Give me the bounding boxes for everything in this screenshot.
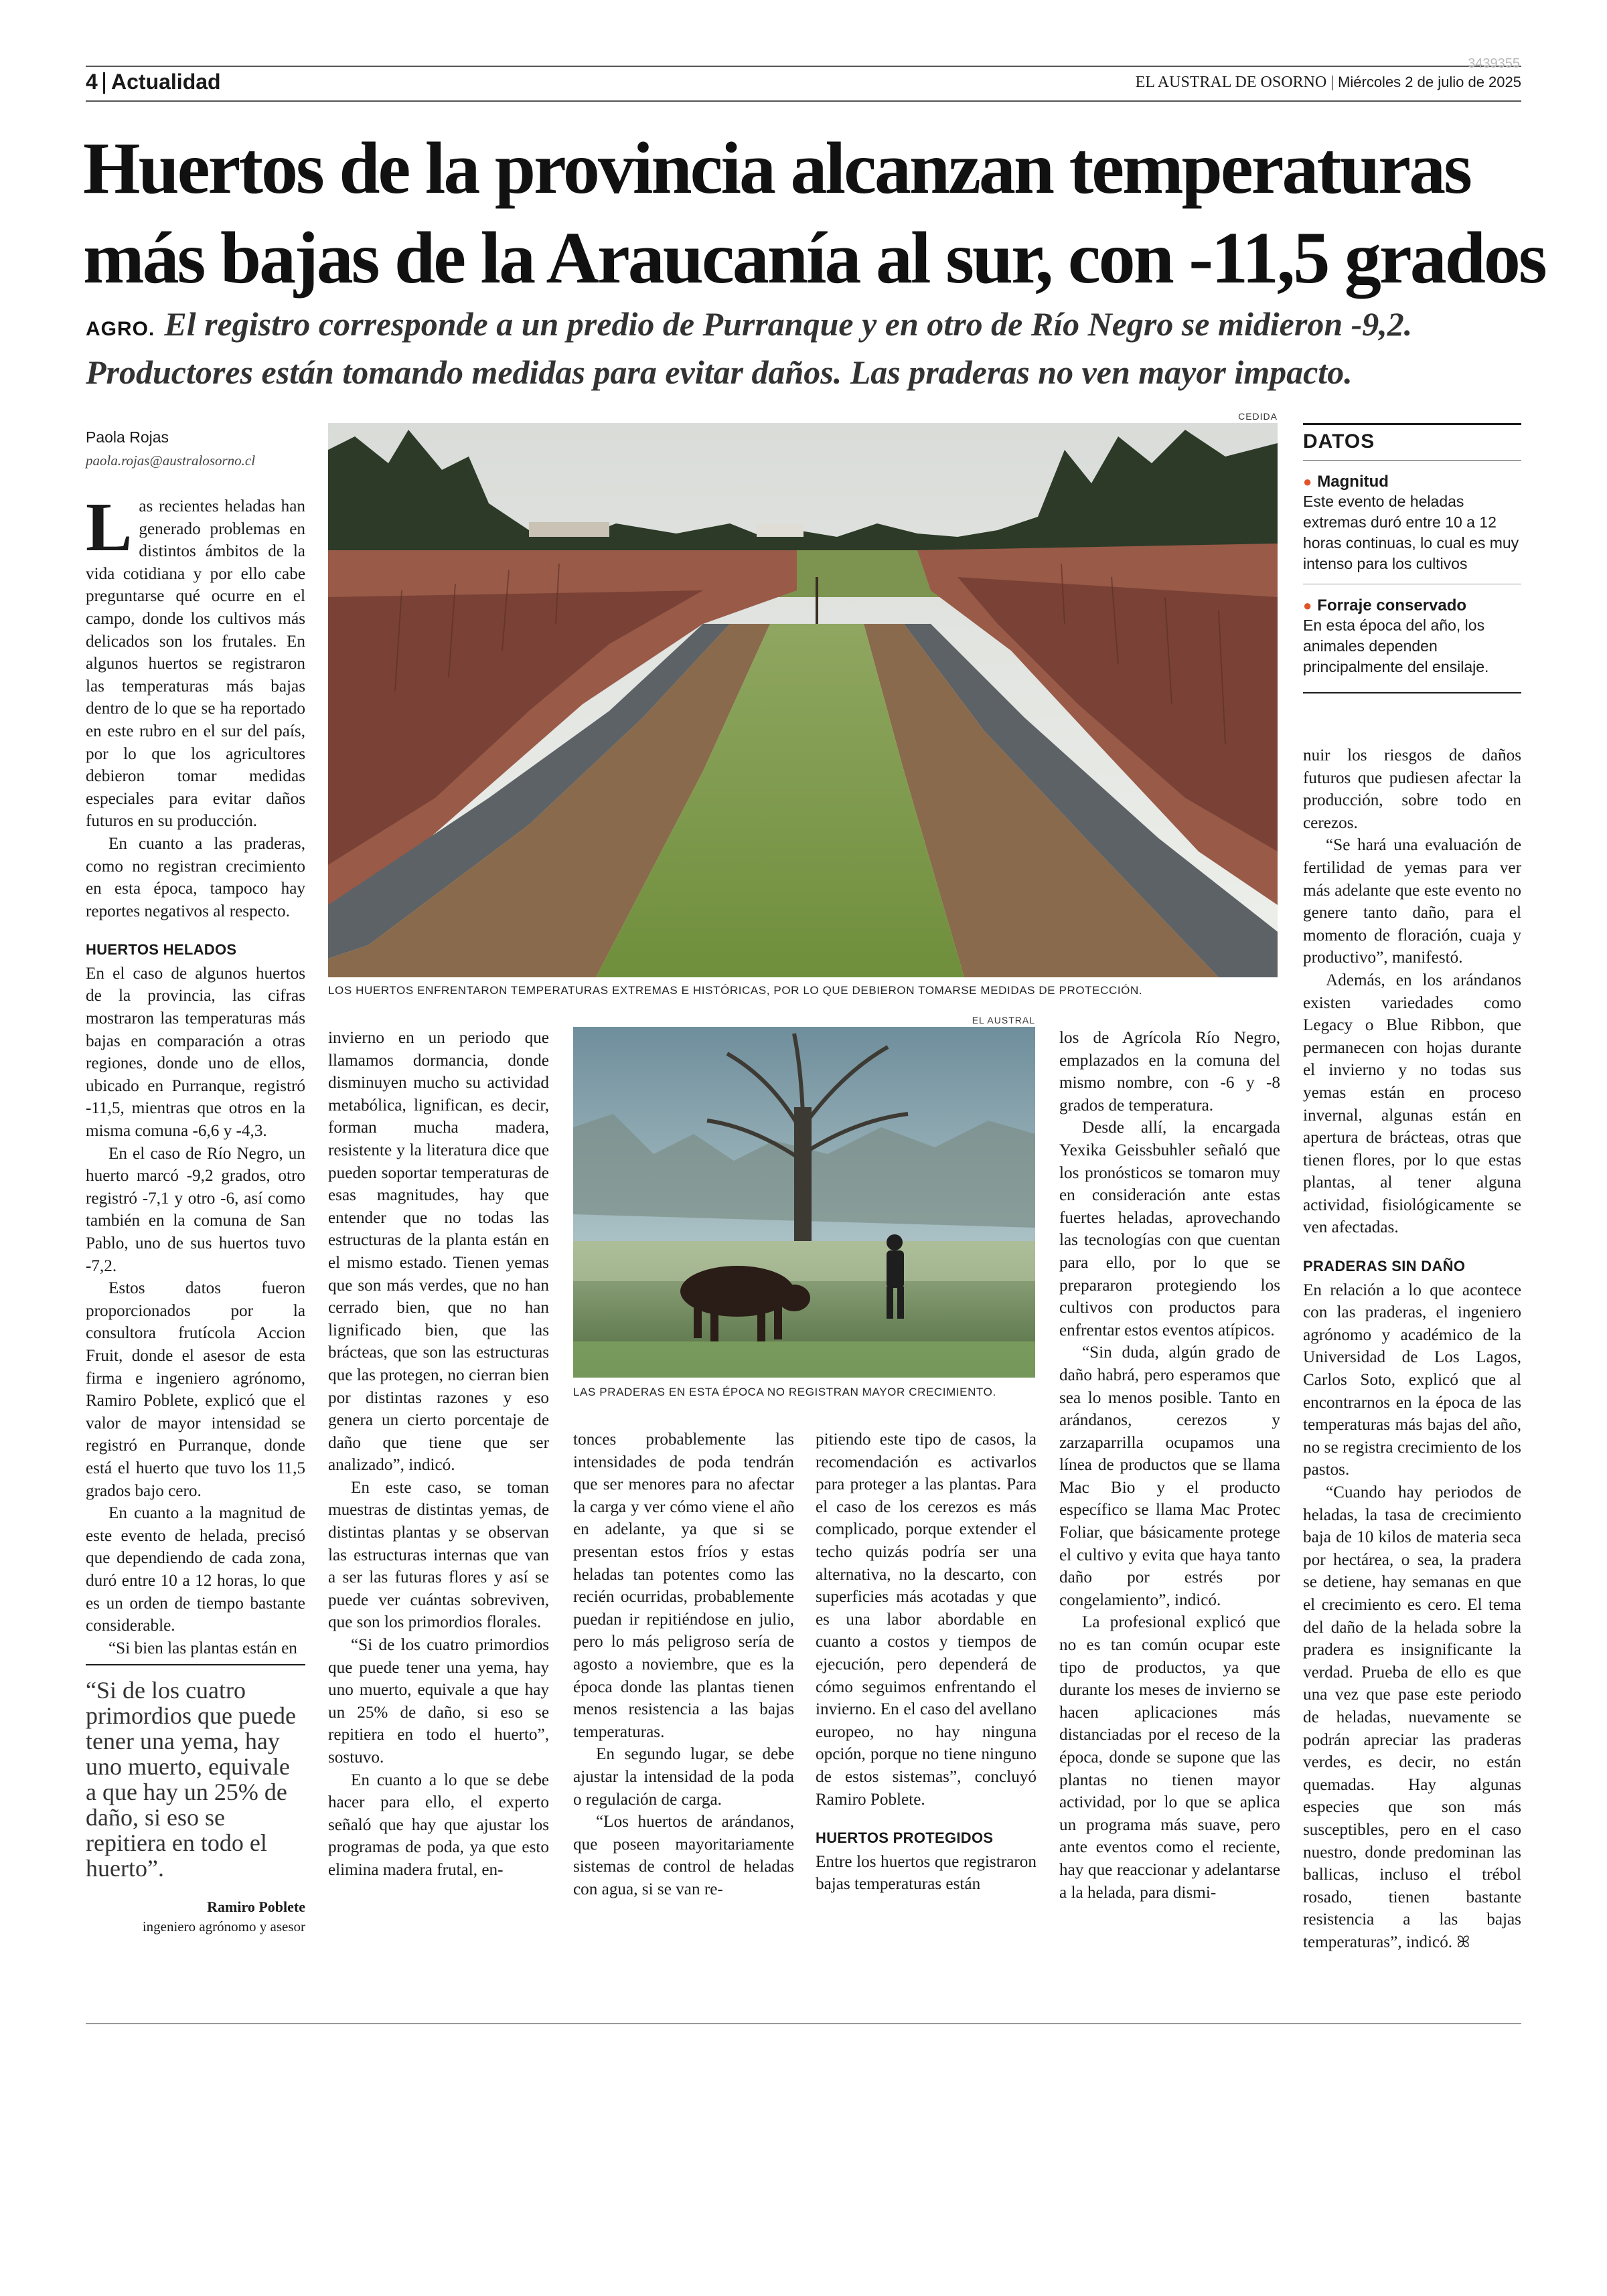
paragraph: En segundo lugar, se debe ajustar la intensidad de la poda o regulación de carga.	[573, 1745, 794, 1809]
page-number: 4	[86, 70, 98, 94]
paragraph: En cuanto a las praderas, como no registran crecimiento en esta época, tampoco hay reportes negativos al respecto.	[86, 834, 305, 920]
datos-item-1-text: Este evento de heladas extremas duró entre 10 a 12 horas continuas, lo cual es muy intenso para los cultivos	[1303, 493, 1519, 572]
publication-name: EL AUSTRAL DE OSORNO	[1135, 74, 1327, 91]
author-email: paola.rojas@australosorno.cl	[86, 453, 256, 469]
deck-line-2: Productores están tomando medidas para evitar daños. Las praderas no ven mayor impacto.	[86, 353, 1353, 391]
paragraph: La profesional explicó que no es tan común ocupar este tipo de productos, ya que durante los meses de invierno se hacen aplicaciones más distanciadas por el receso de la época, donde se supone que las plantas no tienen mayor actividad, por lo que se aplica un programa más suave, pero ante eventos como el reciente, hay que reaccionar y adelantarse a la helada, para dismi-	[1059, 1613, 1280, 1902]
paragraph: Desde allí, la encargada Yexika Geissbuhler señaló que los pronósticos se tomaron muy en consideración ante estas fuertes heladas, aprovechando las tecnologías con que cuentan para ello, por lo que se prepararon protegiendo los cultivos con productos para enfrentar estos eventos atípicos.	[1059, 1119, 1280, 1339]
deck-line-1	[86, 303, 1525, 351]
column-4	[816, 1428, 1037, 1896]
bullet-dot-icon: ●	[1303, 473, 1312, 490]
headline-line-1: Huertos de la provincia alcanzan temperaturas	[83, 127, 1470, 209]
datos-item-2-title	[1303, 596, 1521, 615]
photo1-caption: LOS HUERTOS ENFRENTARON TEMPERATURAS EXTREMAS E HISTÓRICAS, POR LO QUE DEBIERON TOMARSE MEDIDAS DE PROTECCIÓN.	[328, 984, 1143, 997]
paragraph: invierno en un periodo que llamamos dormancia, donde disminuyen mucho su actividad metabólica, lignifican, es decir, forman mucha madera, resistente y la literatura dice que pueden soportar temperaturas de esas magnitudes, hay que entender que no todas las estructuras de la planta están en el mismo estado. Tienen yemas que son más verdes, que no han cerrado bien, que no han lignificado bien, que las brácteas, que son las estructuras que las protegen, no cierran bien por distintas razones y eso genera un cierto porcentaje de daño que tiene que ser analizado”, indicó.	[328, 1029, 549, 1475]
footer-rule	[86, 2023, 1521, 2024]
pullquote-top-rule	[86, 1664, 305, 1665]
paragraph: En este caso, se toman muestras de distintas yemas, de distintas plantas y se observan las estructuras internas que van a ser las futuras flores y así se puede ver cuántas sobreviven, que son los primordios florales.	[328, 1478, 549, 1632]
datos-box	[1303, 423, 1521, 693]
datos-item-1-label: Magnitud	[1317, 473, 1389, 491]
publication-date: Miércoles 2 de julio de 2025	[1338, 74, 1521, 90]
datos-title: DATOS	[1303, 430, 1375, 453]
pullquote-box	[86, 1664, 305, 1935]
orchard-photo-illustration	[328, 423, 1278, 977]
header-separator	[103, 72, 105, 94]
column-3	[573, 1428, 794, 1900]
column-2	[328, 1027, 549, 1882]
photo2-credit: EL AUSTRAL	[972, 1015, 1035, 1026]
subhead-huertos-protegidos: HUERTOS PROTEGIDOS	[816, 1829, 994, 1847]
paragraph: “Si bien las plantas están en	[108, 1639, 297, 1657]
paragraph: “Los huertos de arándanos, que poseen mayoritariamente sistemas de control de heladas con agua, si se van re-	[573, 1813, 794, 1898]
pullquote-text: “Si de los cuatro primordios que puede tener una yema, hay uno muerto, equivale a que hay un 25% de daño, si eso se repitiera en todo el huerto”.	[86, 1677, 296, 1882]
headline-line-2: más bajas de la Araucanía al sur, con -11,5 grados	[83, 217, 1545, 299]
datos-item-2-label: Forraje conservado	[1317, 596, 1467, 614]
header-right-separator: |	[1330, 74, 1338, 91]
kicker: AGRO.	[86, 318, 155, 340]
paragraph: Entre los huertos que registraron bajas temperaturas están	[816, 1852, 1037, 1894]
paragraph: “Sin duda, algún grado de daño habrá, pero esperamos que sea lo menos posible. Tanto en arándanos, cerezos y zarzaparrilla ocupamos una línea de productos que se llama Mac Bio y el producto específico se llama Mac Protec Foliar, que básicamente protege el cultivo y evita que haya tanto daño por estrés por congelamiento”, indicó.	[1059, 1343, 1280, 1609]
datos-top-rule	[1303, 423, 1521, 425]
subhead-praderas-sin-dano: PRADERAS SIN DAÑO	[1303, 1258, 1466, 1275]
paragraph: En relación a lo que acontece con las praderas, el ingeniero agrónomo y académico de la Universidad de Los Lagos, Carlos Soto, explicó que al encontrarnos en la época de las temperaturas más bajas del año, no se registra crecimiento de los pastos.	[1303, 1281, 1521, 1479]
paragraph: En el caso de Río Negro, un huerto marcó -9,2 grados, otro registró -7,1 y otro -6, así como también en la comuna de San Pablo, uno de sus huertos tuvo -7,2.	[86, 1144, 305, 1275]
pullquote-role: ingeniero agrónomo y asesor	[142, 1918, 305, 1935]
datos-bottom-rule	[1303, 692, 1521, 693]
headline	[83, 123, 1545, 303]
paragraph-text: “Cuando hay periodos de heladas, la tasa de crecimiento baja de 10 kilos de materia seca por hectárea, o sea, la pradera se detiene, hay semanas en que el crecimiento es cero. El tema del daño de la helada sobre la pradera es insignificante la verdad. Prueba de ello es que una vez que pase este periodo de heladas, nuevamente se podrán apreciar las praderas verdes, es decir, no están quemadas. Hay algunas especies que son más susceptibles, pero en el caso nuestro, donde predominan las ballicas, incluso el trébol rosado, tienen bastante resistencia a las bajas temperaturas”, indicó.	[1303, 1483, 1521, 1951]
paragraph: En cuanto a la magnitud de este evento de helada, precisó que dependiendo de cada zona, duró entre 10 a 12 horas, lo que es un orden de tiempo bastante considerable.	[86, 1504, 305, 1635]
watermark-id: 3439355	[1468, 56, 1520, 71]
paragraph: Además, en los arándanos existen variedades como Legacy o Blue Ribbon, que permanecen con hojas durante el invierno y no todas sus yemas están en proceso invernal, algunas están en apertura de brácteas, otras que tienen flores, por lo que estas plantas, al tener alguna actividad, fisiológicamente se ven afectadas.	[1303, 971, 1521, 1237]
header-bottom-rule	[86, 100, 1521, 102]
paragraph: tonces probablemente las intensidades de poda tendrán que ser menores para no afectar la carga y ver cómo viene el año en adelante, ya que si se presentan estos fríos y estas heladas tan potentes como las recién ocurridas, probablemente puedan ir repitiéndose en julio, pero lo más peligroso sería de agosto a noviembre, que es la época donde las plantas tienen menos resistencia a las bajas temperaturas.	[573, 1430, 794, 1741]
paragraph-text: as recientes heladas han generado problemas en distintos ámbitos de la vida cotidiana y por ello cabe preguntarse qué ocurre en el campo, donde los cultivos más delicados son los frutales. En algunos huertos se registraron las temperaturas más bajas dentro de lo que se ha reportado en este rubro en el sur del país, por lo que los agricultores debieron tomar medidas especiales para evitar daños futuros en su producción.	[86, 497, 305, 831]
bullet-dot-icon: ●	[1303, 597, 1312, 614]
paragraph	[1303, 1481, 1521, 1954]
datos-item-1-title	[1303, 473, 1521, 491]
header-right	[1136, 74, 1521, 92]
photo1-credit: CEDIDA	[1238, 411, 1278, 422]
orchard-photo	[328, 423, 1278, 977]
paragraph: “Se hará una evaluación de fertilidad de yemas para ver más adelante que este evento no genere tanto daño, para el momento de floración, cuaja y productivo”, manifestó.	[1303, 836, 1521, 967]
paragraph: los de Agrícola Río Negro, emplazados en la comuna del mismo nombre, con -6 y -8 grados de temperatura.	[1059, 1029, 1280, 1115]
pasture-photo	[573, 1027, 1035, 1378]
paragraph: “Si de los cuatro primordios que puede tener una yema, hay uno muerto, equivale a que hay un 25% de daño, si eso se repitiera en todo el huerto”, sostuvo.	[328, 1636, 549, 1767]
paragraph: En cuanto a lo que se debe hacer para ello, el experto señaló que hay que ajustar los programas de poda, ya que esto elimina madera frutal, en-	[328, 1771, 549, 1879]
pasture-photo-illustration	[573, 1027, 1035, 1378]
dropcap: L	[86, 489, 133, 566]
paragraph: Estos datos fueron proporcionados por la consultora frutícola Accion Fruit, donde el asesor de esta firma e ingeniero agrónomo, Ramiro Poblete, explicó que el valor de mayor intensidad se registró en Purranque, donde está el huerto que tuvo los 11,5 grados bajo cero.	[86, 1279, 305, 1500]
paragraph: pitiendo este tipo de casos, la recomendación es activarlos para proteger a las plantas. Para el caso de los cerezos es más complicado, porque extender el techo quizás podría ser una alternativa, no la descarto, con superficies más acotadas y que es una labor abordable en cuanto a costos y tiempos de ejecución, pero dependerá de cómo seguimos enfrentando el invierno. En el caso del avellano europeo, no hay ninguna opción, porque no tiene ninguno de estos sistemas”, concluyó Ramiro Poblete.	[816, 1430, 1037, 1809]
deck-text-1: El registro corresponde a un predio de Purranque y en otro de Río Negro se midieron -9,2.	[164, 305, 1413, 343]
deck	[86, 303, 1525, 394]
datos-item-2-text: En esta época del año, los animales dependen principalmente del ensilaje.	[1303, 617, 1489, 675]
paragraph	[86, 489, 305, 833]
author-name: Paola Rojas	[86, 428, 169, 446]
subhead-huertos-helados: HUERTOS HELADOS	[86, 941, 237, 959]
photo2-caption: LAS PRADERAS EN ESTA ÉPOCA NO REGISTRAN MAYOR CRECIMIENTO.	[573, 1386, 996, 1398]
section-label: Actualidad	[111, 70, 221, 94]
paragraph: nuir los riesgos de daños futuros que pudiesen afectar la producción, sobre todo en cerezos.	[1303, 746, 1521, 832]
column-5	[1059, 1027, 1280, 1904]
paragraph: En el caso de algunos huertos de la provincia, las cifras mostraron las temperaturas más bajas en comparación a otras regiones, donde uno de ellos, ubicado en Purranque, registró -11,5, mientras que otros en la misma comuna -6,6 y -4,3.	[86, 964, 305, 1141]
end-mark-icon: ꕤ	[1456, 1933, 1470, 1951]
column-1	[86, 489, 305, 1659]
column-6	[1303, 744, 1521, 1954]
datos-title-rule	[1303, 460, 1521, 461]
header-top-rule	[86, 66, 1521, 67]
pullquote-name: Ramiro Poblete	[207, 1898, 305, 1915]
